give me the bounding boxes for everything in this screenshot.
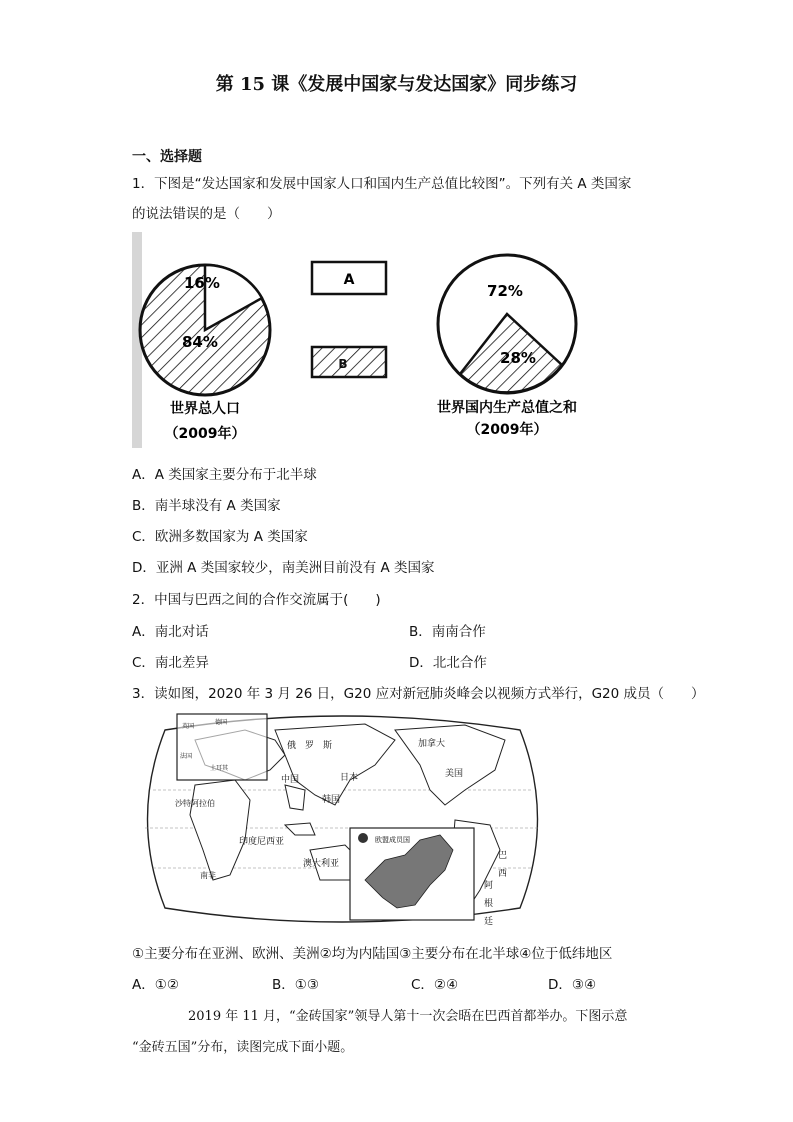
q1-option-d[interactable]: D．亚洲 A 类国家较少，南美洲目前没有 A 类国家 xyxy=(132,560,435,576)
label-saudi: 沙特阿拉伯 xyxy=(175,799,215,808)
pie1-caption: 世界总人口 xyxy=(170,401,240,417)
q3-statements: ①主要分布在亚洲、欧洲、美洲②均为内陆国③主要分布在北半球④位于低纬地区 xyxy=(132,946,613,962)
q3-option-d[interactable]: D．③④ xyxy=(548,977,597,993)
label-south-africa: 南非 xyxy=(200,871,216,880)
pie1 xyxy=(140,265,270,442)
pie2-year: （2009年） xyxy=(466,422,548,438)
eu-title: 欧盟成员国 xyxy=(375,836,410,844)
label-russia: 俄 罗 斯 xyxy=(287,741,333,751)
pie2-label-b: 28% xyxy=(500,349,536,367)
label-korea: 韩国 xyxy=(322,795,341,805)
q2-option-a[interactable]: A．南北对话 xyxy=(132,624,209,640)
label-uk: 英国 xyxy=(182,723,195,730)
legend-a-label: A xyxy=(343,272,355,288)
label-argentina: 阿 根 廷 xyxy=(482,880,492,925)
page-title: 第 15 课《发展中国家与发达国家》同步练习 xyxy=(215,74,578,95)
pie1-year: （2009年） xyxy=(164,426,246,442)
q1-pie-figure xyxy=(132,232,632,448)
legend xyxy=(312,262,386,377)
q2-stem: 2．中国与巴西之间的合作交流属于( ) xyxy=(132,592,381,608)
passage-line1: 2019 年 11 月，“金砖国家”领导人第十一次会晤在巴西首都举办。下图示意 xyxy=(188,1009,628,1024)
q3-option-a[interactable]: A．①② xyxy=(132,977,179,993)
pie2-label-a: 72% xyxy=(487,282,523,300)
pie1-label-b: 84% xyxy=(182,333,218,351)
label-indonesia: 印度尼西亚 xyxy=(239,837,285,847)
q2-option-d[interactable]: D．北北合作 xyxy=(409,655,487,671)
q3-option-c[interactable]: C．②④ xyxy=(411,977,459,993)
pie2-caption: 世界国内生产总值之和 xyxy=(437,400,577,416)
label-turkey: 土耳其 xyxy=(210,765,229,772)
q2-option-b[interactable]: B．南南合作 xyxy=(409,624,486,640)
label-china: 中国 xyxy=(281,775,300,785)
q1-option-b[interactable]: B．南半球没有 A 类国家 xyxy=(132,498,281,514)
pie2 xyxy=(437,255,577,438)
legend-b-swatch xyxy=(312,347,386,377)
label-japan: 日本 xyxy=(340,773,359,783)
label-france: 法国 xyxy=(180,753,193,760)
q1-option-c[interactable]: C．欧洲多数国家为 A 类国家 xyxy=(132,529,308,545)
q3-option-b[interactable]: B．①③ xyxy=(272,977,319,993)
legend-b-label: B xyxy=(338,357,348,371)
passage-line2: “金砖五国”分布，读图完成下面小题。 xyxy=(132,1040,354,1055)
q1-stem-line2: 的说法错误的是（ ） xyxy=(132,206,281,222)
label-germany: 德国 xyxy=(215,719,228,726)
q3-stem: 3．读如图，2020 年 3 月 26 日，G20 应对新冠肺炎峰会以视频方式举行，G20 成员（ ） xyxy=(132,686,705,702)
label-brazil: 巴 西 xyxy=(496,850,506,877)
eu-inset xyxy=(350,828,474,920)
label-canada: 加拿大 xyxy=(418,739,446,749)
section-heading: 一、选择题 xyxy=(132,149,202,165)
q1-stem-line1: 1．下图是“发达国家和发展中国家人口和国内生产总值比较图”。下列有关 A 类国家 xyxy=(132,176,632,192)
q2-option-c[interactable]: C．南北差异 xyxy=(132,655,209,671)
label-australia: 澳大利亚 xyxy=(303,859,340,869)
q1-option-a[interactable]: A．A 类国家主要分布于北半球 xyxy=(132,467,317,483)
eu-flag-icon xyxy=(358,833,368,843)
g20-world-map xyxy=(135,710,550,928)
pie1-label-a: 16% xyxy=(184,274,220,292)
label-usa: 美国 xyxy=(445,769,464,779)
